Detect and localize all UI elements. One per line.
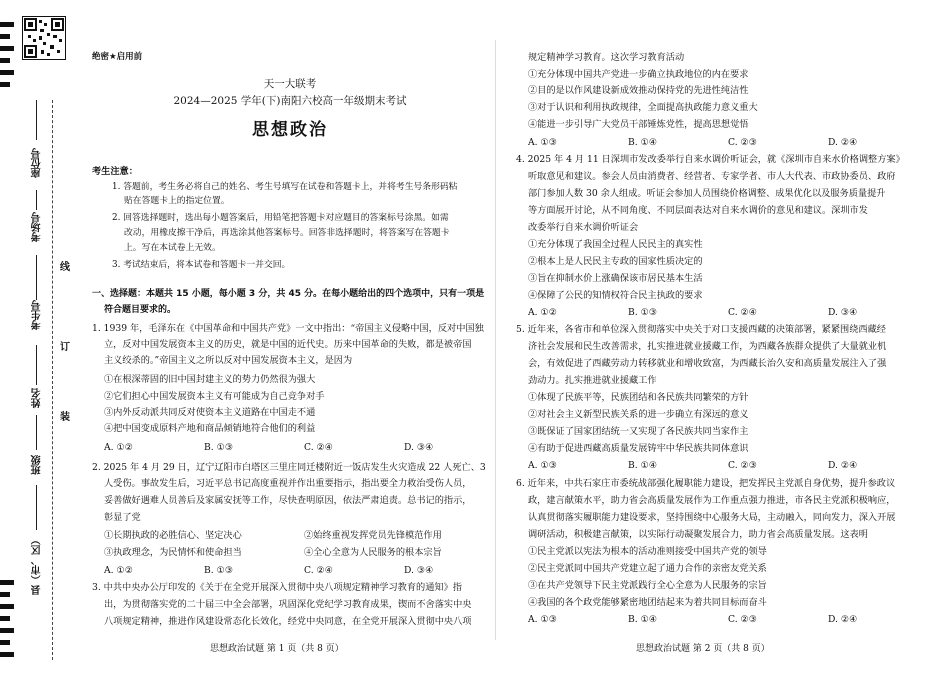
q4-item: ①充分体现了我国全过程人民民主的真实性 [528, 239, 703, 250]
q6-item: ③在共产党领导下民主党派践行全心全意为人民服务的宗旨 [528, 580, 767, 591]
registration-mark [0, 58, 10, 63]
option-c[interactable]: C. ②③ [728, 614, 758, 625]
q1-stem: 主义绞杀的。”帝国主义之所以反对中国发展资本主义，是因为 [104, 355, 353, 366]
q6-stem: 6. 近年来，中共石家庄市委统战部强化履职能力建设，把发挥民主党派自身优势，提升参政议 [516, 478, 896, 489]
column-divider [495, 40, 496, 640]
q5-stem: 劲动力。扎实推进就业援藏工作 [528, 375, 657, 386]
q2-item: ②始终重视发挥党员先锋模范作用 [304, 530, 442, 541]
q3-stem: 八项规定精神，推进作风建设常态化长效化，经党中央同意，在全党开展深入贯彻中央八项 [104, 616, 472, 627]
option-c[interactable]: C. ②④ [728, 307, 758, 318]
label-county: 县（市、区） [32, 535, 43, 595]
q6-stem: 政，建言献策水平，助力省会高质量发展作为工作重点强力推进，市各民主党派积极响应， [528, 495, 896, 506]
registration-mark [0, 592, 10, 597]
q2-stem: 彰显了党 [104, 512, 141, 523]
fill-line [36, 190, 37, 210]
qr-code-icon [22, 16, 66, 60]
option-d[interactable]: D. ③④ [404, 565, 434, 576]
page-footer: 思想政治试题 第 2 页（共 8 页） [636, 644, 770, 654]
section-heading-cont: 符合题目要求的。 [104, 305, 177, 315]
q4-item: ③旨在抑制水价上涨确保该市居民基本生活 [528, 273, 703, 284]
option-b[interactable]: B. ①④ [628, 137, 658, 148]
note-line: 1. 答题前，考生务必将自己的姓名、考生号填写在试卷和答题卡上，并将考生号条形码粘 [112, 182, 458, 192]
option-a[interactable]: A. ①② [104, 442, 133, 453]
q2-item: ①长期执政的必胜信心、坚定决心 [104, 530, 242, 541]
registration-mark [0, 22, 14, 27]
q5-stem: 济社会发展和民生改善需求，扎实推进就业援藏工作，为西藏各族群众提供了大量就业机 [528, 341, 887, 352]
q2-item: ③执政理念，为民情怀和使命担当 [104, 547, 242, 558]
q4-stem: 改委举行自来水调价听证会 [528, 222, 639, 233]
option-b[interactable]: B. ①④ [628, 614, 658, 625]
label-room-number: 考场号 [32, 212, 43, 242]
option-d[interactable]: D. ③④ [404, 442, 434, 453]
note-line: 2. 回答选择题时，选出每小题答案后，用铅笔把答题卡对应题目的答案标号涂黑。如需 [112, 213, 449, 223]
notes-title: 考生注意： [92, 166, 138, 177]
q6-stem: 认真贯彻落实履职能力建设要求，坚持围绕中心服务大局，主动融入，同向发力，深入开展 [528, 512, 896, 523]
q3-stem: 3. 中共中央办公厅印发的《关于在全党开展深入贯彻中央八项规定精神学习教育的通知》指 [92, 582, 462, 593]
option-b[interactable]: B. ①④ [628, 460, 658, 471]
fill-line [36, 485, 37, 530]
q4-stem: 听取意见和建议。参会人员由消费者、经营者、专家学者、市人大代表、市政协委员、政府 [528, 171, 896, 182]
q1-stem: 1. 1939 年，毛泽东在《中国革命和中国共产党》一文中指出：“帝国主义侵略中国，反对中国独 [92, 323, 484, 334]
registration-mark [0, 34, 10, 39]
label-name: 姓名 [32, 388, 43, 408]
q5-item: ④有助于促进西藏高质量发展铸牢中华民族共同体意识 [528, 443, 749, 454]
option-b[interactable]: B. ①③ [628, 307, 658, 318]
option-a[interactable]: A. ①③ [528, 614, 557, 625]
note-line: 上。写在本试卷上无效。 [124, 243, 221, 253]
q3-stem: 出，为贯彻落实党的二十届三中全会部署，巩固深化党纪学习教育成果，锲而不舍落实中央 [104, 599, 472, 610]
q1-item: ④把中国变成原料产地和商品倾销地符合他们的利益 [104, 423, 316, 434]
option-c[interactable]: C. ②③ [728, 137, 758, 148]
binding-strip [0, 0, 88, 688]
q3-item: ④能进一步引导广大党员干部锤炼党性，提高思想觉悟 [528, 119, 749, 130]
q3-item: ①充分体现中国共产党进一步确立执政地位的内在要求 [528, 69, 749, 80]
q1-item: ①在根深蒂固的旧中国封建主义的势力仍然很为强大 [104, 374, 316, 385]
q5-item: ②对社会主义新型民族关系的进一步确立有深远的意义 [528, 409, 749, 420]
label-seat-number: 座位号 [32, 148, 43, 178]
fill-line [36, 255, 37, 300]
label-candidate-number: 考生号 [32, 300, 43, 330]
cut-mark-ding: 订 [60, 342, 70, 353]
registration-mark [0, 580, 14, 585]
fill-line [36, 345, 37, 385]
note-line: 贴在答题卡上的指定位置。 [124, 196, 230, 206]
fill-line [36, 415, 37, 450]
registration-mark [0, 82, 10, 87]
q1-item: ②它们担心中国发展资本主义有可能成为自己竞争对手 [104, 391, 325, 402]
option-a[interactable]: A. ①② [104, 565, 133, 576]
registration-mark [0, 604, 14, 609]
exam-title: 2024—2025 学年(下)南阳六校高一年级期末考试 [173, 95, 407, 107]
option-a[interactable]: A. ①② [528, 307, 557, 318]
q2-stem: 人受伤。事故发生后，习近平总书记高度重视并作出重要指示，指出要全力救治受伤人员， [104, 478, 472, 489]
option-b[interactable]: B. ①③ [204, 442, 234, 453]
q4-stem: 4. 2025 年 4 月 11 日深圳市发改委举行自来水调价听证会，就《深圳市自来水价格调整方案》 [516, 154, 905, 165]
cut-mark-xian: 线 [60, 262, 70, 273]
q6-item: ①民主党派以宪法为根本的活动准则接受中国共产党的领导 [528, 546, 767, 557]
q2-item: ④全心全意为人民服务的根本宗旨 [304, 547, 442, 558]
q2-stem: 妥善做好遇难人员善后及家属安抚等工作，尽快查明原因，依法严肃追责。总书记的指示， [104, 495, 472, 506]
cut-mark-zhuang: 装 [60, 412, 70, 423]
q6-item: ②民主党派同中国共产党建立起了通力合作的亲密友党关系 [528, 563, 767, 574]
q5-stem: 会，有效促进了西藏劳动力转移就业和增收致富，为西藏长治久安和高质量发展注入了强 [528, 358, 887, 369]
q4-stem: 等方面展开讨论，从不同角度、不同层面表达对自来水调价的意见和建议。深圳市发 [528, 205, 868, 216]
q1-item: ③内外反动派共同反对使资本主义道路在中国走不通 [104, 407, 316, 418]
option-c[interactable]: C. ②④ [304, 565, 334, 576]
option-c[interactable]: C. ②④ [304, 442, 334, 453]
option-d[interactable]: D. ③④ [828, 307, 858, 318]
series-title: 天一大联考 [263, 78, 317, 90]
registration-mark [0, 640, 10, 645]
q4-item: ②根本上是人民民主专政的国家性质决定的 [528, 256, 703, 267]
option-d[interactable]: D. ②④ [828, 137, 858, 148]
section-heading: 一、选择题：本题共 15 小题，每小题 3 分，共 45 分。在每小题给出的四个选项中，只有一项是 [92, 289, 485, 299]
q3-item: ②目的是以作风建设新成效推动保持党的先进性纯洁性 [528, 85, 749, 96]
note-line: 3. 考试结束后，将本试卷和答题卡一并交回。 [112, 260, 291, 270]
q5-item: ③既保证了国家团结统一又实现了各民族共同当家作主 [528, 426, 749, 437]
q5-item: ①体现了民族平等，民族团结和各民族共同繁荣的方针 [528, 392, 749, 403]
subject-title: 思想政治 [252, 120, 328, 140]
secret-mark: 绝密★启用前 [92, 52, 143, 62]
label-class: 班级 [32, 455, 43, 475]
registration-mark [0, 628, 14, 633]
option-a[interactable]: A. ①③ [528, 137, 557, 148]
registration-mark [0, 652, 14, 657]
registration-mark [0, 70, 14, 75]
option-d[interactable]: D. ②④ [828, 614, 858, 625]
q4-item: ④保障了公民的知情权符合民主执政的要求 [528, 290, 703, 301]
note-line: 改动，用橡皮擦干净后，再选涂其他答案标号。回答非选择题时，将答案写在答题卡 [124, 228, 450, 238]
fill-line [36, 100, 37, 140]
q3-item: ③对于认识和利用执政规律，全面提高执政能力意义重大 [528, 102, 758, 113]
q1-stem: 立，反对中国发展资本主义的历史，就是中国的近代史。历来中国革命的失败，都是被帝国 [104, 339, 472, 350]
page-footer: 思想政治试题 第 1 页（共 8 页） [210, 644, 344, 654]
q2-stem: 2. 2025 年 4 月 29 日，辽宁辽阳市白塔区三里庄同迁楼附近一饭店发生火灾造成 22 人死亡、3 [92, 462, 486, 473]
cut-line [52, 100, 53, 660]
option-d[interactable]: D. ②④ [828, 460, 858, 471]
registration-mark [0, 46, 14, 51]
q6-item: ④我国的各个政党能够紧密地团结起来为着共同目标而奋斗 [528, 597, 767, 608]
q3-stem-cont: 规定精神学习教育。这次学习教育活动 [528, 52, 685, 63]
q5-stem: 5. 近年来，各省市和单位深入贯彻落实中央关于对口支援西藏的决策部署，紧紧围绕西藏经 [516, 324, 886, 335]
q4-stem: 部门参加人数 30 余人组成。听证会参加人员围绕价格调整、成果优化以及服务质量提升 [528, 188, 886, 199]
q6-stem: 调研活动，积极建言献策，以实际行动凝聚发展合力，助力省会高质量发展。这表明 [528, 529, 868, 540]
option-c[interactable]: C. ②③ [728, 460, 758, 471]
option-a[interactable]: A. ①③ [528, 460, 557, 471]
option-b[interactable]: B. ①③ [204, 565, 234, 576]
registration-mark [0, 616, 10, 621]
